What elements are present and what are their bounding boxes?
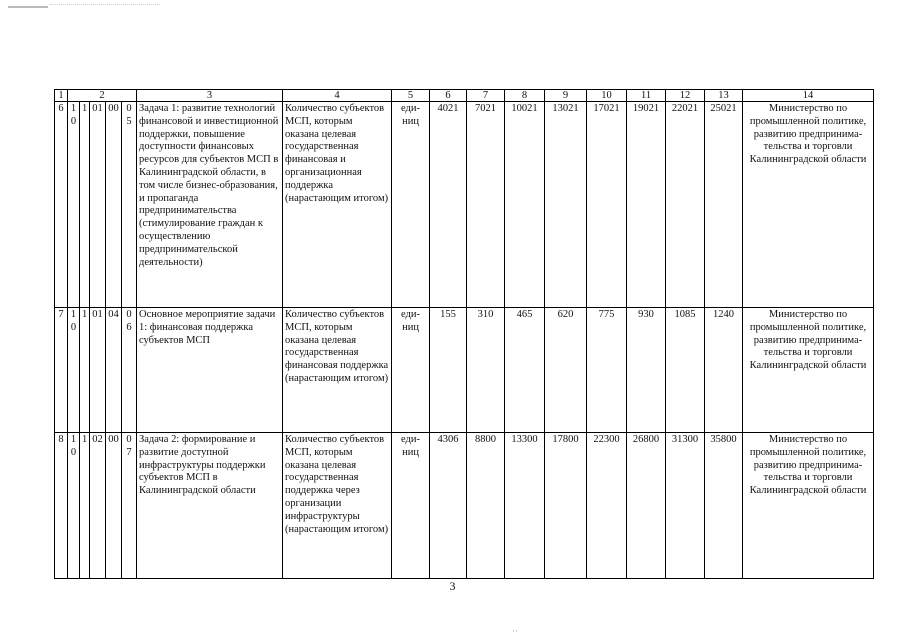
row-number: 6 [55, 102, 68, 308]
value-cell: 1085 [666, 308, 705, 433]
header-cell: 12 [666, 90, 705, 102]
code-part: 1 [80, 433, 90, 579]
responsible-body: Министерство по промышленной политике, развитию предпринима-тельства и торговли Калининградской области [743, 102, 874, 308]
code-part: 07 [122, 433, 137, 579]
code-part: 1 [80, 102, 90, 308]
code-part: 1 [80, 308, 90, 433]
header-cell: 6 [430, 90, 467, 102]
header-cell: 14 [743, 90, 874, 102]
indicator-name: Количество субъектов МСП, которым оказана целевая государственная финансовая поддержка (нарастающим итогом) [283, 308, 392, 433]
header-row [55, 90, 874, 102]
value-cell: 1240 [705, 308, 743, 433]
value-cell: 10021 [505, 102, 545, 308]
header-cell: 9 [545, 90, 587, 102]
header-cell: 11 [627, 90, 666, 102]
table-row [55, 102, 874, 308]
responsible-body: Министерство по промышленной политике, развитию предпринима-тельства и торговли Калининградской области [743, 308, 874, 433]
header-cell: 1 [55, 90, 68, 102]
value-cell: 13021 [545, 102, 587, 308]
code-part: 06 [122, 308, 137, 433]
row-number: 8 [55, 433, 68, 579]
scan-artifact: ·· [512, 626, 518, 636]
code-part: 05 [122, 102, 137, 308]
page-number: 3 [449, 579, 456, 593]
value-cell: 35800 [705, 433, 743, 579]
value-cell: 930 [627, 308, 666, 433]
value-cell: 155 [430, 308, 467, 433]
code-part: 00 [106, 433, 122, 579]
task-name: Задача 2: формирование и развитие доступной инфраструктуры поддержки субъектов МСП в Калининградской области [137, 433, 283, 579]
value-cell: 17021 [587, 102, 627, 308]
value-cell: 22021 [666, 102, 705, 308]
scan-artifact [50, 4, 160, 6]
responsible-body: Министерство по промышленной политике, развитию предпринима-тельства и торговли Калининградской области [743, 433, 874, 579]
header-cell: 8 [505, 90, 545, 102]
task-name: Основное мероприятие задачи 1: финансовая поддержка субъектов МСП [137, 308, 283, 433]
value-cell: 22300 [587, 433, 627, 579]
value-cell: 7021 [467, 102, 505, 308]
header-cell: 4 [283, 90, 392, 102]
code-part: 10 [68, 433, 80, 579]
scan-artifact [8, 6, 48, 8]
unit: еди-ниц [392, 308, 430, 433]
table-row [55, 433, 874, 579]
value-cell: 31300 [666, 433, 705, 579]
code-part: 04 [106, 308, 122, 433]
value-cell: 26800 [627, 433, 666, 579]
indicator-name: Количество субъектов МСП, которым оказана целевая государственная финансовая и организационная поддержка (нарастающим итогом) [283, 102, 392, 308]
code-part: 01 [90, 102, 106, 308]
code-part: 00 [106, 102, 122, 308]
table-row [55, 308, 874, 433]
value-cell: 465 [505, 308, 545, 433]
value-cell: 19021 [627, 102, 666, 308]
unit: еди-ниц [392, 433, 430, 579]
value-cell: 620 [545, 308, 587, 433]
value-cell: 25021 [705, 102, 743, 308]
value-cell: 17800 [545, 433, 587, 579]
code-part: 02 [90, 433, 106, 579]
header-cell: 13 [705, 90, 743, 102]
unit: еди-ниц [392, 102, 430, 308]
value-cell: 13300 [505, 433, 545, 579]
value-cell: 4306 [430, 433, 467, 579]
header-cell: 5 [392, 90, 430, 102]
header-cell: 7 [467, 90, 505, 102]
value-cell: 8800 [467, 433, 505, 579]
code-part: 10 [68, 102, 80, 308]
header-cell: 2 [68, 90, 137, 102]
value-cell: 4021 [430, 102, 467, 308]
header-cell: 3 [137, 90, 283, 102]
value-cell: 310 [467, 308, 505, 433]
value-cell: 775 [587, 308, 627, 433]
code-part: 10 [68, 308, 80, 433]
indicator-name: Количество субъектов МСП, которым оказана целевая государственная поддержка через организации инфраструктуры (нарастающим итогом) [283, 433, 392, 579]
code-part: 01 [90, 308, 106, 433]
header-cell: 10 [587, 90, 627, 102]
task-name: Задача 1: развитие технологий финансовой и инвестиционной поддержки, повышение доступности финансовых ресурсов для субъектов МСП в Калининградской области, в том числе бизнес-образования, и пропаганда предпринимательства (стимулирование граждан к осуществлению предпринимательской деятельности) [137, 102, 283, 308]
indicators-table [54, 89, 874, 579]
row-number: 7 [55, 308, 68, 433]
